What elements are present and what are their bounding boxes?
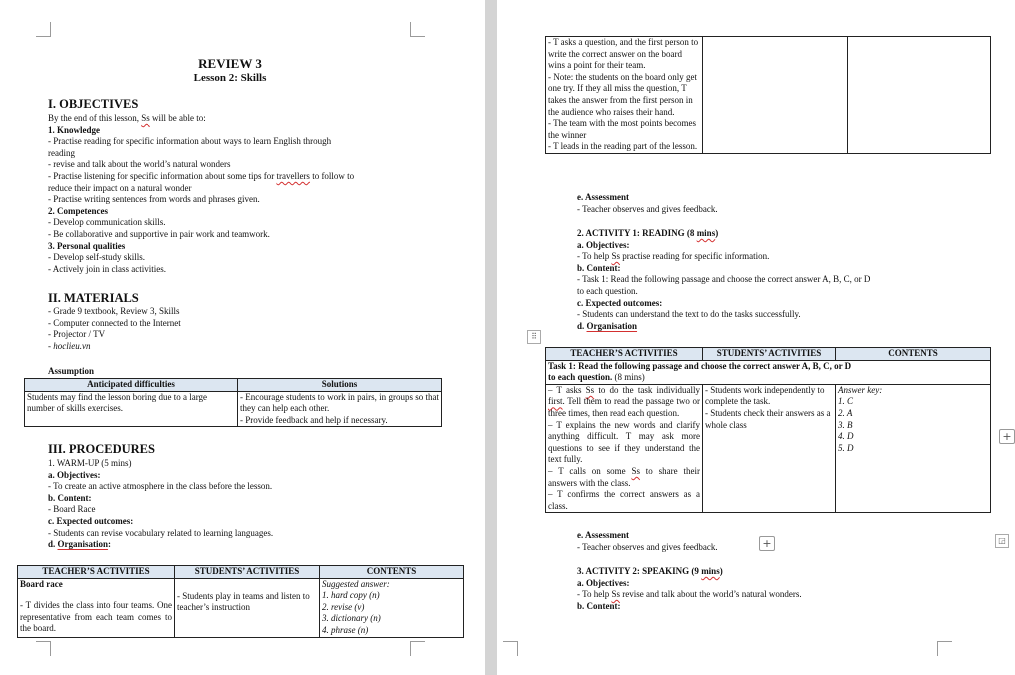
teacher-activity-cell: – T asks Ss to do the task individually first. Tell them to read the passage two or three times, then read each question. – T explains the new words and clarify anything difficult. T may ask more questions to see if they understand the text fully. – T calls on some Ss to share their answers with the class. – T confirms the correct answers as a class.: [546, 384, 703, 513]
personal-quality-item: - Develop self-study skills.: [48, 252, 145, 263]
teacher-activity-cell: - T asks a question, and the first person to write the correct answer on the board wins a point for their team. - Note: the students on the board only get one try. If they all miss the question, T takes the answer from the first person in the audience who raises their hand. - The team with the most points becomes the winner - T leads in the reading part of the lesson.: [546, 37, 703, 154]
page-gap: [485, 0, 497, 675]
crop-mark-bottom-right: [937, 641, 952, 656]
crop-mark-top-left: [36, 22, 51, 37]
competences-heading: 2. Competences: [48, 205, 108, 216]
speaking-objective-item: - To help Ss revise and talk about the world’s natural wonders.: [577, 589, 802, 600]
crop-mark-bottom-left: [36, 641, 51, 656]
table-move-handle-icon[interactable]: ⠿: [527, 330, 541, 344]
material-item: - Grade 9 textbook, Review 3, Skills: [48, 306, 180, 316]
lesson-subtitle: Lesson 2: Skills: [193, 72, 267, 84]
assessment-reading: [577, 530, 718, 553]
lesson-title: REVIEW 3: [198, 56, 262, 71]
materials-heading: II. MATERIALS: [48, 291, 139, 305]
student-activity-cell: [703, 37, 848, 154]
warmup-content-item: - Board Race: [48, 504, 96, 515]
assumption-table: [24, 378, 442, 427]
assessment-item: - Teacher observes and gives feedback.: [577, 203, 718, 214]
assessment-item: - Teacher observes and gives feedback.: [577, 541, 718, 552]
warmup-organisation-heading: d. Organisation:: [48, 539, 112, 550]
warmup-objectives-heading: a. Objectives:: [48, 469, 101, 480]
personal-qualities-heading: 3. Personal qualities: [48, 240, 126, 251]
warmup-outcomes-heading: c. Expected outcomes:: [48, 515, 134, 526]
knowledge-heading: 1. Knowledge: [48, 124, 101, 135]
speaking-activity-heading: 3. ACTIVITY 2: SPEAKING (9 mins): [577, 566, 723, 576]
competence-item: - Be collaborative and supportive in pair work and teamwork.: [48, 228, 270, 239]
students-activities-header: STUDENTS’ ACTIVITIES: [175, 566, 320, 579]
material-item: - Projector / TV: [48, 329, 106, 340]
teacher-activity-cell: Board race - T divides the class into four teams. One representative from each team comes to the board.: [18, 578, 175, 637]
document-page-right: [497, 0, 1015, 675]
warmup-section: [48, 458, 273, 551]
warmup-heading: 1. WARM-UP (5 mins): [48, 458, 132, 468]
document-page-left: [0, 0, 485, 675]
knowledge-item: - Practise reading for specific information about ways to learn English through: [48, 136, 332, 147]
reading-objective-item: - To help Ss practise reading for specific information.: [577, 251, 770, 262]
warmup-activity-table-continued: [545, 36, 991, 154]
students-activities-header: STUDENTS’ ACTIVITIES: [703, 348, 836, 361]
difficulty-cell: Students may find the lesson boring due to a large number of skills exercises.: [25, 391, 238, 427]
contents-header: CONTENTS: [320, 566, 464, 579]
teacher-activities-header: TEACHER’S ACTIVITIES: [546, 348, 703, 361]
reading-activity-table: [545, 347, 991, 513]
contents-header: CONTENTS: [836, 348, 991, 361]
difficulties-header: Anticipated difficulties: [25, 379, 238, 392]
procedures-heading: III. PROCEDURES: [48, 442, 155, 456]
table-resize-handle-icon[interactable]: ◲: [995, 534, 1009, 548]
competence-item: - Develop communication skills.: [48, 217, 166, 228]
objectives-heading: I. OBJECTIVES: [48, 97, 139, 111]
student-activity-cell: - Students work independently to complete the task. - Students check their answers as a whole class: [703, 384, 836, 513]
reading-organisation-heading: d. Organisation: [577, 320, 638, 331]
material-item: - hoclieu.vn: [48, 340, 91, 351]
solutions-cell: - Encourage students to work in pairs, in groups so that they can help each other. - Provide feedback and help if necessary.: [238, 391, 442, 427]
speaking-objectives-heading: a. Objectives:: [577, 577, 630, 588]
personal-quality-item: - Actively join in class activities.: [48, 263, 166, 274]
knowledge-item: - Practise writing sentences from words and phrases given.: [48, 194, 260, 205]
knowledge-item-cont: reading: [48, 147, 75, 158]
student-activity-cell: - Students play in teams and listen to teacher’s instruction: [175, 578, 320, 637]
assumption-heading: Assumption: [48, 366, 95, 376]
contents-cell: [848, 37, 991, 154]
objectives-body: [48, 113, 463, 275]
add-row-plus-icon[interactable]: +: [759, 536, 775, 551]
crop-mark-top-right: [410, 22, 425, 37]
reading-content-item-cont: to each question.: [577, 285, 638, 296]
reading-activity-section: [577, 228, 997, 332]
warmup-objective-item: - To create an active atmosphere in the class before the lesson.: [48, 481, 273, 492]
materials-list: [48, 306, 181, 352]
warmup-activity-table: [17, 565, 464, 638]
solutions-header: Solutions: [238, 379, 442, 392]
reading-activity-heading: 2. ACTIVITY 1: READING (8 mins): [577, 228, 719, 238]
assessment-heading: e. Assessment: [577, 192, 629, 202]
crop-mark-bottom-left: [503, 641, 518, 656]
reading-outcomes-heading: c. Expected outcomes:: [577, 297, 663, 308]
assessment-heading: e. Assessment: [577, 530, 629, 540]
assessment-warmup: [577, 192, 718, 215]
knowledge-item: - Practise listening for specific information about some tips for travellers to follow to: [48, 170, 355, 181]
objectives-intro: By the end of this lesson, Ss will be able to:: [48, 113, 206, 123]
warmup-content-heading: b. Content:: [48, 492, 92, 503]
knowledge-item: - revise and talk about the world’s natural wonders: [48, 159, 231, 170]
add-column-plus-icon[interactable]: +: [999, 429, 1015, 444]
warmup-outcome-item: - Students can revise vocabulary related to learning languages.: [48, 527, 274, 538]
material-item: - Computer connected to the Internet: [48, 317, 181, 328]
reading-objectives-heading: a. Objectives:: [577, 239, 630, 250]
task-instruction-row: Task 1: Read the following passage and choose the correct answer A, B, C, or D to each question. (8 mins): [546, 360, 991, 384]
answer-key-cell: Answer key: 1. C 2. A 3. B 4. D 5. D: [836, 384, 991, 513]
contents-cell: Suggested answer: 1. hard copy (n) 2. revise (v) 3. dictionary (n) 4. phrase (n): [320, 578, 464, 637]
knowledge-item-cont: reduce their impact on a natural wonder: [48, 182, 192, 193]
speaking-content-heading: b. Content:: [577, 600, 621, 611]
reading-content-item: - Task 1: Read the following passage and choose the correct answer A, B, C, or D: [577, 274, 871, 285]
teacher-activities-header: TEACHER’S ACTIVITIES: [18, 566, 175, 579]
reading-content-heading: b. Content:: [577, 262, 621, 273]
crop-mark-bottom-right: [410, 641, 425, 656]
speaking-activity-section: [577, 566, 802, 612]
reading-outcome-item: - Students can understand the text to do the tasks successfully.: [577, 309, 801, 320]
